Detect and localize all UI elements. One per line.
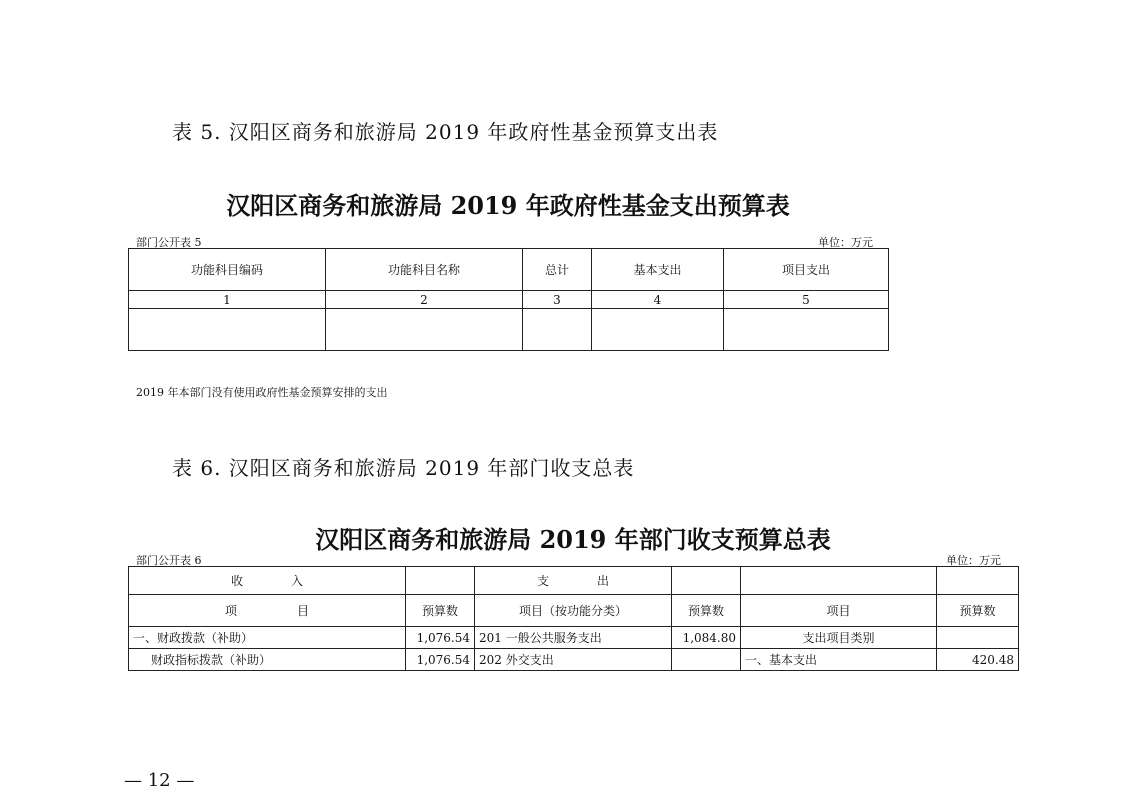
table5-index-2: 2 — [326, 291, 523, 309]
table-row — [129, 649, 1019, 671]
table5-empty-row — [129, 309, 889, 351]
table6-col-budget: 预算数 — [406, 595, 475, 627]
table5-empty-cell — [523, 309, 592, 351]
table5-index-3: 3 — [523, 291, 592, 309]
table5-empty-cell — [326, 309, 523, 351]
table6-row1-cat: 支出项目类别 — [741, 627, 937, 649]
table5-index-5: 5 — [724, 291, 889, 309]
table6-column-header-row — [129, 595, 1019, 627]
table6-row2-budget: 1,076.54 — [406, 649, 475, 671]
table6-row2-func-budget — [672, 649, 741, 671]
table5-header-name: 功能科目名称 — [326, 249, 523, 291]
table5-index-row — [129, 291, 889, 309]
table6-empty-cell — [741, 567, 937, 595]
table6-col-item2: 项目 — [741, 595, 937, 627]
table6-group-header-row — [129, 567, 1019, 595]
table6-empty-cell — [406, 567, 475, 595]
table6-row1-func-budget: 1,084.80 — [672, 627, 741, 649]
table6 — [128, 566, 1019, 671]
table5 — [128, 248, 889, 351]
table5-title: 汉阳区商务和旅游局 2019 年政府性基金支出预算表 — [226, 191, 790, 220]
table5-header-project: 项目支出 — [724, 249, 889, 291]
table-row — [129, 627, 1019, 649]
table6-row1-cat-budget — [937, 627, 1019, 649]
table6-empty-cell — [937, 567, 1019, 595]
table6-title: 汉阳区商务和旅游局 2019 年部门收支预算总表 — [315, 525, 831, 554]
table5-form-no: 部门公开表 5 — [136, 236, 202, 249]
table6-row2-cat-budget: 420.48 — [937, 649, 1019, 671]
table6-row1-budget: 1,076.54 — [406, 627, 475, 649]
table6-form-no: 部门公开表 6 — [136, 554, 202, 567]
table6-row2-cat: 一、基本支出 — [741, 649, 937, 671]
table6-col-item-func: 项目（按功能分类） — [475, 595, 672, 627]
table5-caption: 表 5. 汉阳区商务和旅游局 2019 年政府性基金预算支出表 — [172, 120, 719, 144]
table6-row1-func: 201 一般公共服务支出 — [475, 627, 672, 649]
table5-header-total: 总计 — [523, 249, 592, 291]
table6-col-item: 项 目 — [129, 595, 406, 627]
table6-col-func-budget: 预算数 — [672, 595, 741, 627]
table5-empty-cell — [592, 309, 724, 351]
table5-header-basic: 基本支出 — [592, 249, 724, 291]
table6-expense-header: 支 出 — [475, 567, 672, 595]
table5-header-row — [129, 249, 889, 291]
table5-note: 2019 年本部门没有使用政府性基金预算安排的支出 — [136, 386, 388, 399]
table6-row1-item: 一、财政拨款（补助） — [129, 627, 406, 649]
table5-empty-cell — [724, 309, 889, 351]
table5-unit: 单位：万元 — [818, 236, 873, 249]
table5-index-1: 1 — [129, 291, 326, 309]
table6-col-cat-budget: 预算数 — [937, 595, 1019, 627]
table6-empty-cell — [672, 567, 741, 595]
table6-unit: 单位：万元 — [946, 554, 1001, 567]
table6-caption: 表 6. 汉阳区商务和旅游局 2019 年部门收支总表 — [172, 456, 635, 480]
table6-row2-item: 财政指标拨款（补助） — [129, 649, 406, 671]
table5-index-4: 4 — [592, 291, 724, 309]
table6-income-header: 收 入 — [129, 567, 406, 595]
table5-header-code: 功能科目编码 — [129, 249, 326, 291]
table6-row2-func: 202 外交支出 — [475, 649, 672, 671]
page-number: — 12 — — [124, 770, 195, 791]
table5-empty-cell — [129, 309, 326, 351]
